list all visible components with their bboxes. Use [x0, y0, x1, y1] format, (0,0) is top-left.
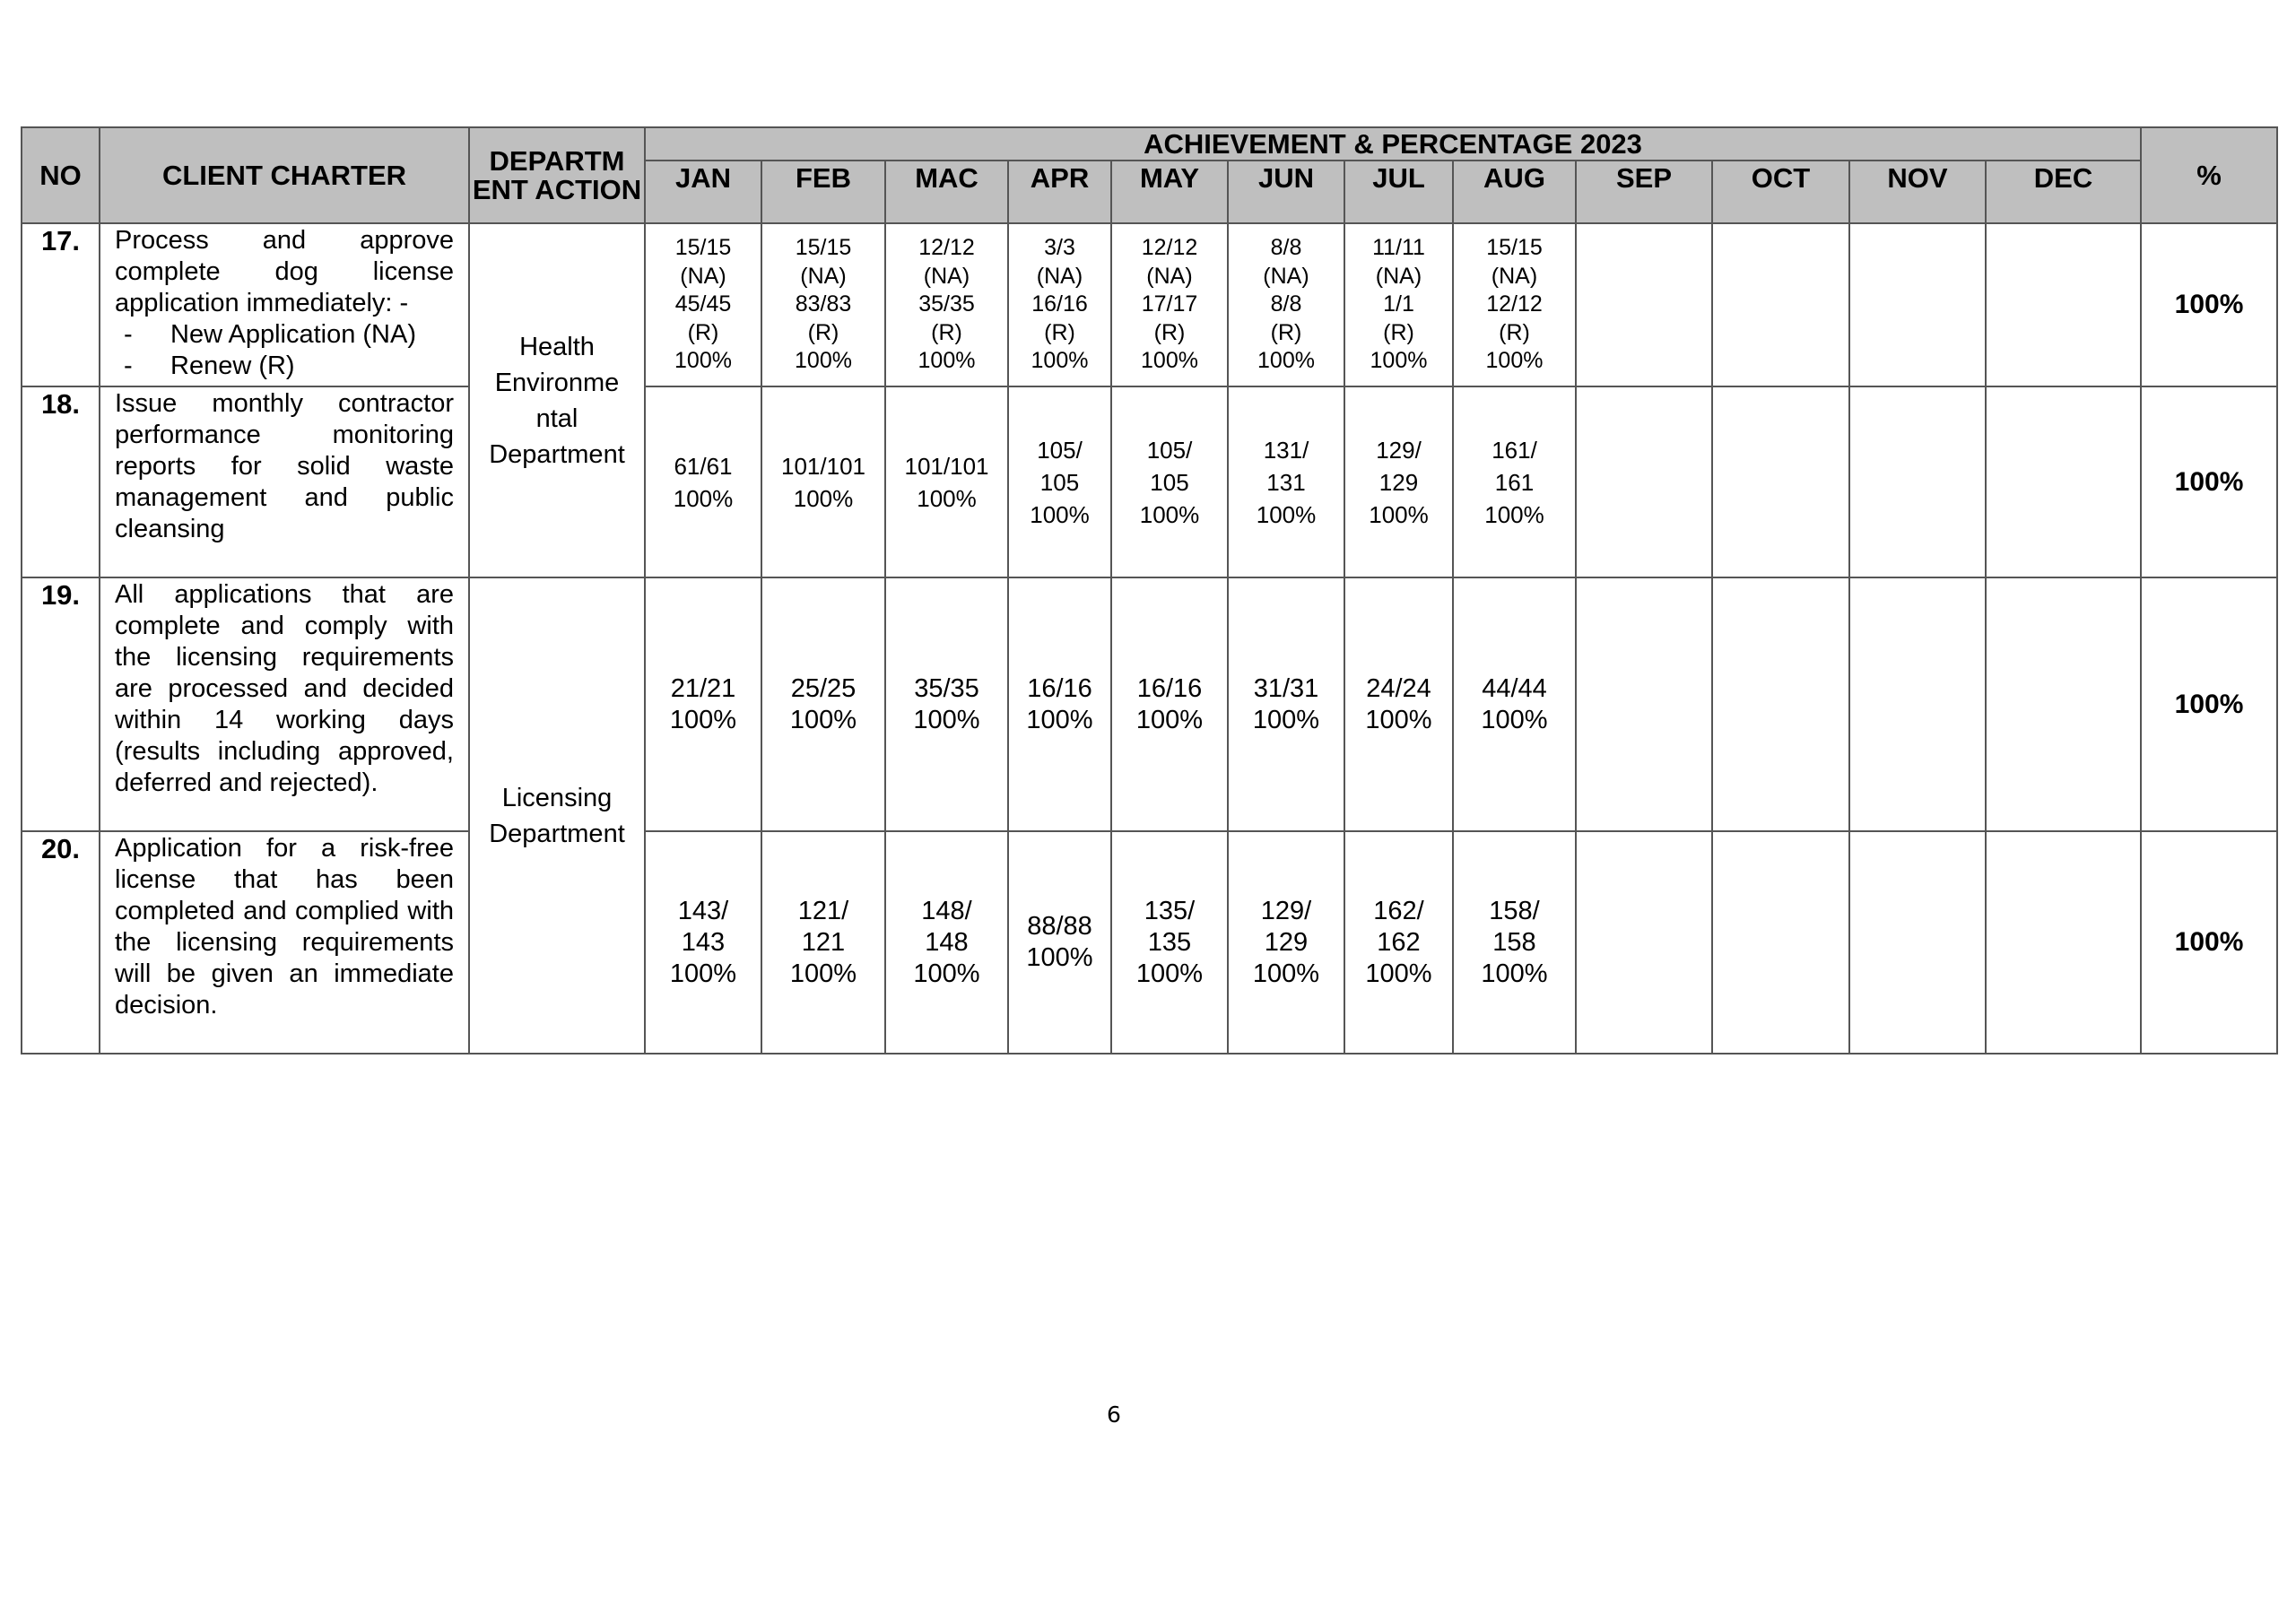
header-month-sep: SEP — [1576, 161, 1712, 223]
month-value-cell: 12/12 (NA) 17/17 (R) 100% — [1111, 223, 1228, 386]
header-no: NO — [22, 127, 100, 223]
empty-month-cell — [1986, 223, 2141, 386]
empty-month-cell — [1576, 386, 1712, 577]
empty-month-cell — [1712, 577, 1849, 831]
client-charter-table — [21, 126, 2278, 1055]
department-cell — [469, 223, 645, 577]
row-number: 19. — [22, 577, 100, 831]
empty-month-cell — [1576, 831, 1712, 1054]
empty-month-cell — [1986, 577, 2141, 831]
month-value-cell: 101/101 100% — [885, 386, 1008, 577]
month-value-cell: 15/15 (NA) 83/83 (R) 100% — [761, 223, 885, 386]
month-value-cell: 24/24 100% — [1344, 577, 1453, 831]
month-value-cell: 121/ 121 100% — [761, 831, 885, 1054]
header-month-jul: JUL — [1344, 161, 1453, 223]
header-month-jun: JUN — [1228, 161, 1344, 223]
client-charter-text — [100, 223, 469, 386]
row-number: 17. — [22, 223, 100, 386]
empty-month-cell — [1849, 386, 1986, 577]
table-row — [22, 386, 2277, 577]
client-charter-text: Issue monthly contractor performance monitoring reports for solid waste management and public cleansing — [100, 386, 469, 577]
total-percent: 100% — [2141, 386, 2277, 577]
month-value-cell: 158/ 158 100% — [1453, 831, 1576, 1054]
header-month-feb: FEB — [761, 161, 885, 223]
month-value-cell: 3/3 (NA) 16/16 (R) 100% — [1008, 223, 1111, 386]
header-month-oct: OCT — [1712, 161, 1849, 223]
month-value-cell: 131/ 131 100% — [1228, 386, 1344, 577]
row-number: 18. — [22, 386, 100, 577]
month-value-cell: 11/11 (NA) 1/1 (R) 100% — [1344, 223, 1453, 386]
month-value-cell: 129/ 129 100% — [1344, 386, 1453, 577]
empty-month-cell — [1849, 223, 1986, 386]
table-row — [22, 577, 2277, 831]
header-month-nov: NOV — [1849, 161, 1986, 223]
month-value-cell: 35/35 100% — [885, 577, 1008, 831]
month-value-cell: 16/16 100% — [1008, 577, 1111, 831]
header-month-mac: MAC — [885, 161, 1008, 223]
header-department-action: DEPARTM ENT ACTION — [469, 127, 645, 223]
month-value-cell: 105/ 105 100% — [1008, 386, 1111, 577]
month-value-cell: 101/101 100% — [761, 386, 885, 577]
month-value-cell: 16/16 100% — [1111, 577, 1228, 831]
header-month-jan: JAN — [645, 161, 761, 223]
month-value-cell: 25/25 100% — [761, 577, 885, 831]
empty-month-cell — [1849, 831, 1986, 1054]
header-month-apr: APR — [1008, 161, 1111, 223]
month-value-cell: 105/ 105 100% — [1111, 386, 1228, 577]
table-row — [22, 223, 2277, 386]
total-percent: 100% — [2141, 223, 2277, 386]
row-number: 20. — [22, 831, 100, 1054]
header-client-charter: CLIENT CHARTER — [100, 127, 469, 223]
empty-month-cell — [1712, 386, 1849, 577]
bullet-item: - Renew (R) — [124, 352, 295, 380]
month-value-cell: 148/ 148 100% — [885, 831, 1008, 1054]
department-cell — [469, 577, 645, 1054]
total-percent: 100% — [2141, 577, 2277, 831]
month-value-cell: 31/31 100% — [1228, 577, 1344, 831]
empty-month-cell — [1712, 223, 1849, 386]
month-value-cell: 88/88 100% — [1008, 831, 1111, 1054]
department-name: Health Environme ntal Department — [489, 332, 625, 469]
month-value-cell: 21/21 100% — [645, 577, 761, 831]
month-value-cell: 44/44 100% — [1453, 577, 1576, 831]
header-month-dec: DEC — [1986, 161, 2141, 223]
charter-description: Process and approve complete dog license application immediately: - — [115, 226, 454, 317]
month-value-cell: 135/ 135 100% — [1111, 831, 1228, 1054]
empty-month-cell — [1576, 223, 1712, 386]
empty-month-cell — [1712, 831, 1849, 1054]
month-value-cell: 8/8 (NA) 8/8 (R) 100% — [1228, 223, 1344, 386]
page-number: 6 — [1107, 1402, 1121, 1428]
month-value-cell: 61/61 100% — [645, 386, 761, 577]
header-achievement: ACHIEVEMENT & PERCENTAGE 2023 — [645, 127, 2141, 161]
total-percent: 100% — [2141, 831, 2277, 1054]
month-value-cell: 15/15 (NA) 12/12 (R) 100% — [1453, 223, 1576, 386]
header-percent: % — [2141, 127, 2277, 223]
bullet-item: - New Application (NA) — [124, 320, 416, 349]
header-month-aug: AUG — [1453, 161, 1576, 223]
empty-month-cell — [1986, 831, 2141, 1054]
header-month-may: MAY — [1111, 161, 1228, 223]
month-value-cell: 15/15 (NA) 45/45 (R) 100% — [645, 223, 761, 386]
month-value-cell: 161/ 161 100% — [1453, 386, 1576, 577]
department-name: Licensing Department — [489, 783, 625, 848]
table-row — [22, 831, 2277, 1054]
month-value-cell: 12/12 (NA) 35/35 (R) 100% — [885, 223, 1008, 386]
empty-month-cell — [1576, 577, 1712, 831]
month-value-cell: 129/ 129 100% — [1228, 831, 1344, 1054]
empty-month-cell — [1986, 386, 2141, 577]
month-value-cell: 162/ 162 100% — [1344, 831, 1453, 1054]
client-charter-text: Application for a risk-free license that has been completed and complied with the licensing requirements will be given an immediate decision. — [100, 831, 469, 1054]
empty-month-cell — [1849, 577, 1986, 831]
month-value-cell: 143/ 143 100% — [645, 831, 761, 1054]
client-charter-text: All applications that are complete and comply with the licensing requirements are processed and decided within 14 working days (results including approved, deferred and rejected). — [100, 577, 469, 831]
